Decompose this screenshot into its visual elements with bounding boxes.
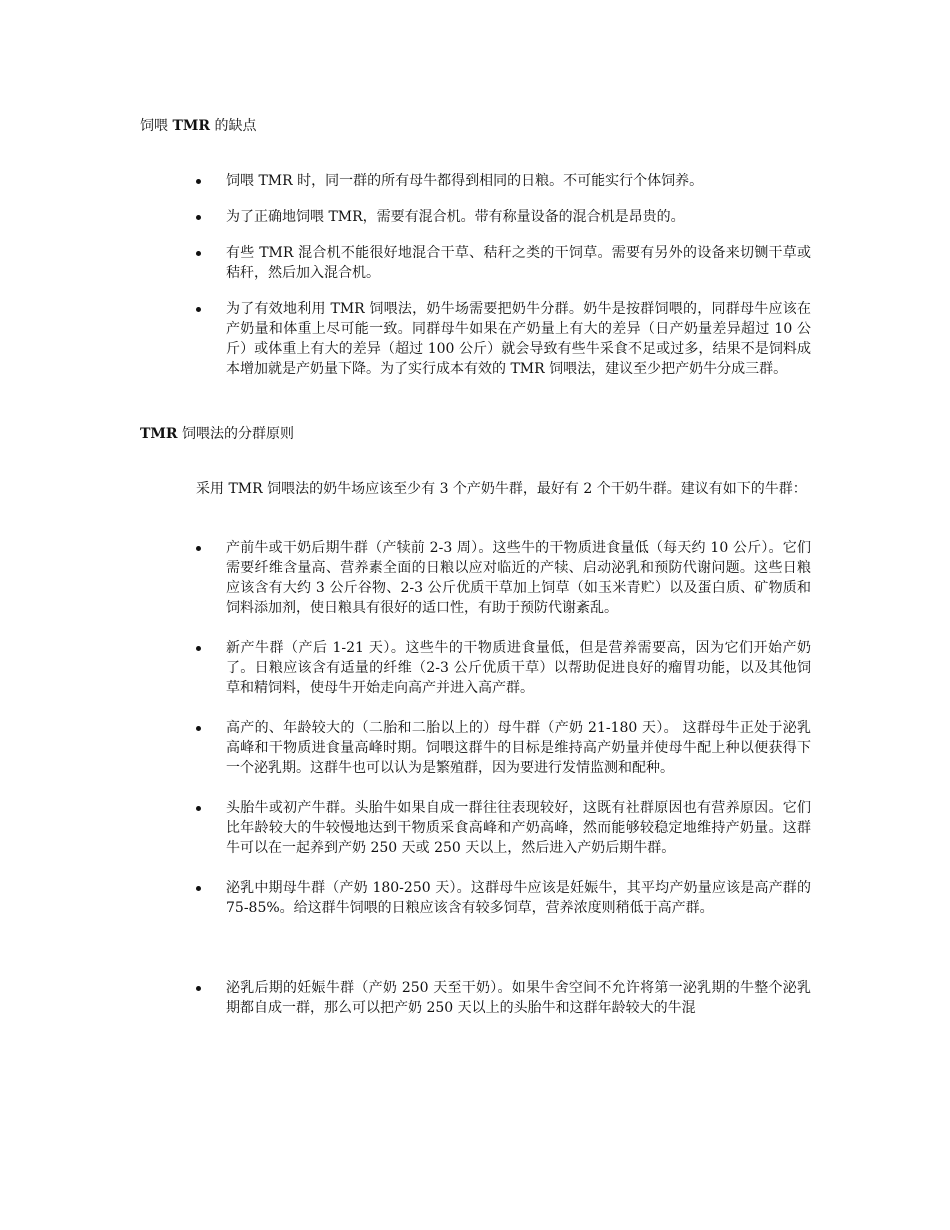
list-item xyxy=(196,978,811,1018)
bullet-icon xyxy=(196,307,201,312)
heading-text-post: 的缺点 xyxy=(210,118,257,134)
list-item xyxy=(196,878,811,918)
bullet-icon xyxy=(196,179,201,184)
list-item xyxy=(196,798,811,858)
section-heading-tmr-drawbacks xyxy=(140,116,256,136)
bullet-icon xyxy=(196,251,201,256)
bullet-icon xyxy=(196,215,201,220)
heading-text-bold: TMR xyxy=(140,426,178,442)
list-item-text: 头胎牛或初产牛群。头胎牛如果自成一群往往表现较好，这既有社群原因也有营养原因。它们比年龄较大的牛较慢地达到干物质采食高峰和产奶高峰，然而能够较稳定地维持产奶量。这群牛可以在一起养到产奶 250 天或 250 天以上，然后进入产奶后期牛群。 xyxy=(226,800,811,856)
drawbacks-list xyxy=(196,171,811,379)
bullet-icon xyxy=(196,806,201,811)
list-item-text: 泌乳后期的妊娠牛群（产奶 250 天至干奶）。如果牛舍空间不允许将第一泌乳期的牛整个泌乳期都自成一群，那么可以把产奶 250 天以上的头胎牛和这群年龄较大的牛混 xyxy=(226,980,811,1016)
list-item xyxy=(196,171,811,191)
heading-text-bold: TMR xyxy=(172,118,211,134)
list-item xyxy=(196,299,811,379)
list-item-text: 泌乳中期母牛群（产奶 180-250 天）。这群母牛应该是妊娠牛，其平均产奶量应该是高产群的 75-85%。给这群牛饲喂的日粮应该含有较多饲草，营养浓度则稍低于高产群。 xyxy=(226,880,811,916)
list-item xyxy=(196,638,811,698)
list-item-text: 饲喂 TMR 时，同一群的所有母牛都得到相同的日粮。不可能实行个体饲养。 xyxy=(226,173,704,189)
section-heading-grouping-principles xyxy=(140,424,294,444)
herd-groups-list xyxy=(196,538,811,1018)
list-item xyxy=(196,718,811,778)
list-item-text: 高产的、年龄较大的（二胎和二胎以上的）母牛群（产奶 21-180 天）。 这群母牛正处于泌乳高峰和干物质进食量高峰时期。饲喂这群牛的目标是维持高产奶量并使母牛配上种以便获得下一个泌乳期。这群牛也可以认为是繁殖群，因为要进行发情监测和配种。 xyxy=(226,720,811,776)
heading-text-post: 饲喂法的分群原则 xyxy=(177,426,295,442)
bullet-icon xyxy=(196,646,201,651)
bullet-icon xyxy=(196,886,201,891)
list-item xyxy=(196,243,811,283)
bullet-icon xyxy=(196,546,201,551)
bullet-icon xyxy=(196,986,201,991)
bullet-icon xyxy=(196,726,201,731)
list-item-text: 为了有效地利用 TMR 饲喂法，奶牛场需要把奶牛分群。奶牛是按群饲喂的，同群母牛应该在产奶量和体重上尽可能一致。同群母牛如果在产奶量上有大的差异（日产奶量差异超过 10 公斤）或体重上有大的差异（超过 100 公斤）就会导致有些牛采食不足或过多，结果不是饲料成本增加就是产奶量下降。为了实行成本有效的 TMR 饲喂法，建议至少把产奶牛分成三群。 xyxy=(226,301,811,377)
list-item-text: 产前牛或干奶后期牛群（产犊前 2-3 周）。这些牛的干物质进食量低（每天约 10 公斤）。它们需要纤维含量高、营养素全面的日粮以应对临近的产犊、启动泌乳和预防代谢问题。这些日粮应该含有大约 3 公斤谷物、2-3 公斤优质干草加上饲草（如玉米青贮）以及蛋白质、矿物质和饲料添加剂，使日粮具有很好的适口性，有助于预防代谢紊乱。 xyxy=(226,540,811,616)
list-item xyxy=(196,538,811,618)
grouping-intro-paragraph: 采用 TMR 饲喂法的奶牛场应该至少有 3 个产奶牛群，最好有 2 个干奶牛群。建议有如下的牛群： xyxy=(196,481,807,497)
list-item-text: 有些 TMR 混合机不能很好地混合干草、秸秆之类的干饲草。需要有另外的设备来切铡干草或秸秆，然后加入混合机。 xyxy=(226,245,811,281)
list-item xyxy=(196,207,811,227)
heading-text-pre: 饲喂 xyxy=(140,118,173,134)
list-item-text: 新产牛群（产后 1-21 天）。这些牛的干物质进食量低，但是营养需要高，因为它们开始产奶了。日粮应该含有适量的纤维（2-3 公斤优质干草）以帮助促进良好的瘤胃功能，以及其他饲草和精饲料，使母牛开始走向高产并进入高产群。 xyxy=(226,640,811,696)
list-item-text: 为了正确地饲喂 TMR，需要有混合机。带有称量设备的混合机是昂贵的。 xyxy=(226,209,685,225)
